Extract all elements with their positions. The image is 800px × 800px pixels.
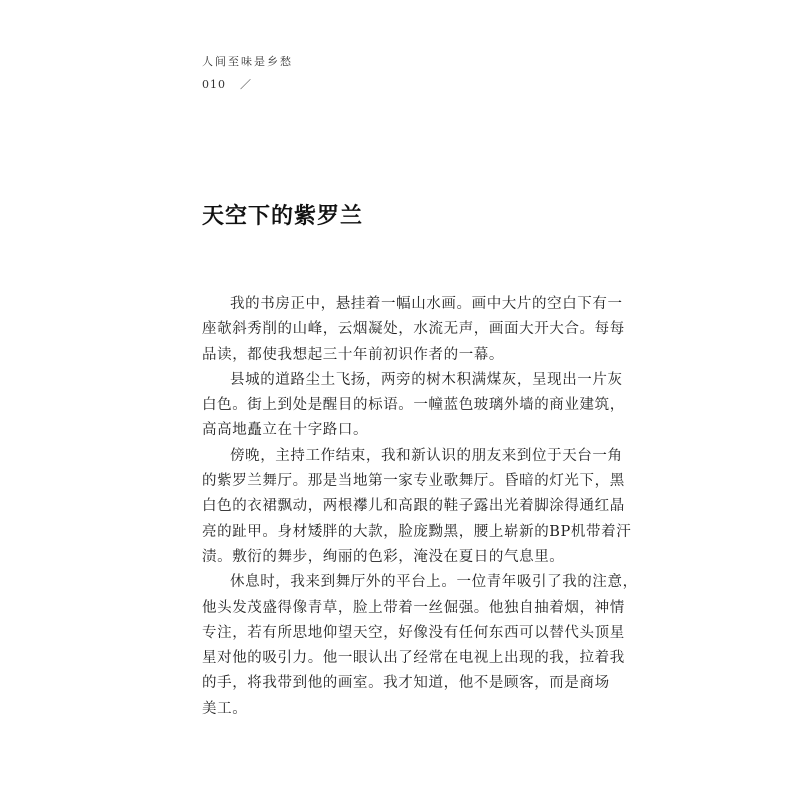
paragraph-3-line-5: 渍。敷衍的舞步，绚丽的色彩，淹没在夏日的气息里。 [202, 548, 565, 565]
page-slash: ／ [240, 78, 252, 91]
paragraph-2-line-2: 白色。街上到处是醒目的标语。一幢蓝色玻璃外墙的商业建筑， [202, 397, 625, 414]
paragraph-3-line-4: 亮的趾甲。身材矮胖的大款，脸庞黝黑，腰上崭新的BP机带着汗 [202, 523, 632, 540]
paragraph-3-line-3: 白色的衣裙飘动，两根襻儿和高跟的鞋子露出光着脚涂得通红晶 [202, 498, 625, 515]
paragraph-1-line-2: 座欹斜秀削的山峰，云烟凝处，水流无声，画面大开大合。每每 [202, 321, 625, 338]
paragraph-2-line-1: 县城的道路尘土飞扬，两旁的树木积满煤灰，呈现出一片灰 [230, 371, 623, 388]
paragraph-4-line-3: 专注，若有所思地仰望天空，好像没有任何东西可以替代头顶星 [202, 624, 625, 641]
paragraph-1-line-1: 我的书房正中，悬挂着一幅山水画。画中大片的空白下有一 [230, 296, 623, 312]
page-number: 010 [202, 78, 226, 91]
body-text [202, 292, 638, 722]
paragraph-4-line-4: 星对他的吸引力。他一眼认出了经常在电视上出现的我，拉着我 [202, 650, 625, 667]
paragraph-4-line-6: 美工。 [202, 700, 248, 717]
chapter-title: 天空下的紫罗兰 [202, 204, 364, 229]
paragraph-4-line-5: 的手，将我带到他的画室。我才知道，他不是顾客，而是商场 [202, 675, 610, 692]
paragraph-1-line-3: 品读，都使我想起三十年前初识作者的一幕。 [202, 346, 504, 363]
paragraph-4-line-1: 休息时，我来到舞厅外的平台上。一位青年吸引了我的注意， [230, 574, 638, 591]
paragraph-4-line-2: 他头发茂盛得像青草，脸上带着一丝倔强。他独自抽着烟，神情 [202, 599, 625, 616]
running-head: 人间至味是乡愁 [202, 55, 293, 68]
paragraph-2-line-3: 高高地矗立在十字路口。 [202, 422, 369, 439]
folio [202, 76, 252, 92]
paragraph-3-line-2: 的紫罗兰舞厅。那是当地第一家专业歌舞厅。昏暗的灯光下，黑 [202, 473, 625, 490]
paragraph-3-line-1: 傍晚，主持工作结束，我和新认识的朋友来到位于天台一角 [230, 447, 623, 464]
